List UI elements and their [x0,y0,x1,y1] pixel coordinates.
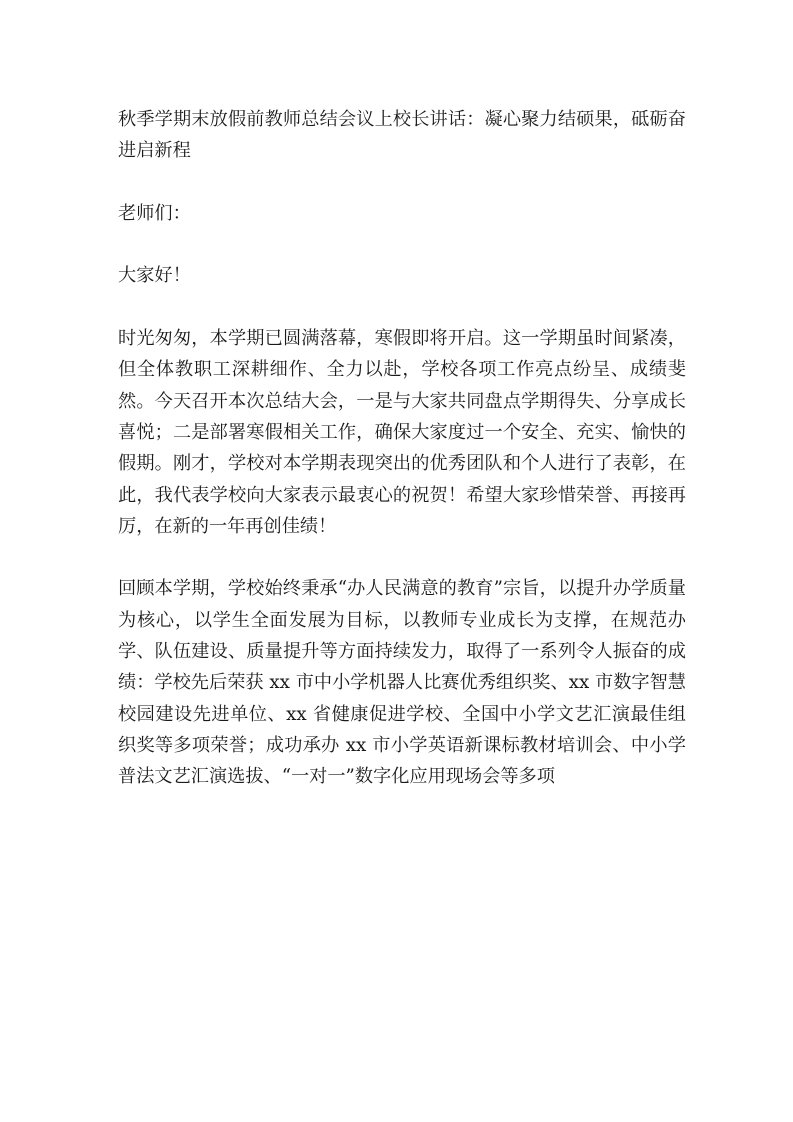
document-page [118,104,686,824]
salutation: 老师们： [118,202,191,224]
body-paragraph-1: 时光匆匆，本学期已圆满落幕，寒假即将开启。这一学期虽时间紧凑，但全体教职工深耕细作、全力以赴，学校各项工作亮点纷呈、成绩斐然。今天召开本次总结大会，一是与大家共同盘点学期得失、分享成长喜悦；二是部署寒假相关工作，确保大家度过一个安全、充实、愉快的假期。刚才，学校对本学期表现突出的优秀团队和个人进行了表彰，在此，我代表学校向大家表示最衷心的祝贺！希望大家珍惜荣誉、再接再厉，在新的一年再创佳绩！ [118,328,686,537]
greeting: 大家好！ [118,265,191,287]
document-title: 秋季学期末放假前教师总结会议上校长讲话：凝心聚力结硕果，砥砺奋进启新程 [118,109,686,162]
body-paragraph-2: 回顾本学期，学校始终秉承“办人民满意的教育”宗旨，以提升办学质量为核心，以学生全面发展为目标，以教师专业成长为支撑，在规范办学、队伍建设、质量提升等方面持续发力，取得了一系列令人振奋的成绩：学校先后荣获 xx 市中小学机器人比赛优秀组织奖、xx 市数字智慧校园建设先进单位、xx 省健康促进学校、全国中小学文艺汇演最佳组织奖等多项荣誉；成功承办 xx 市小学英语新课标教材培训会、中小学普法文艺汇演选拔、“一对一”数字化应用现场会等多项 [118,578,686,788]
